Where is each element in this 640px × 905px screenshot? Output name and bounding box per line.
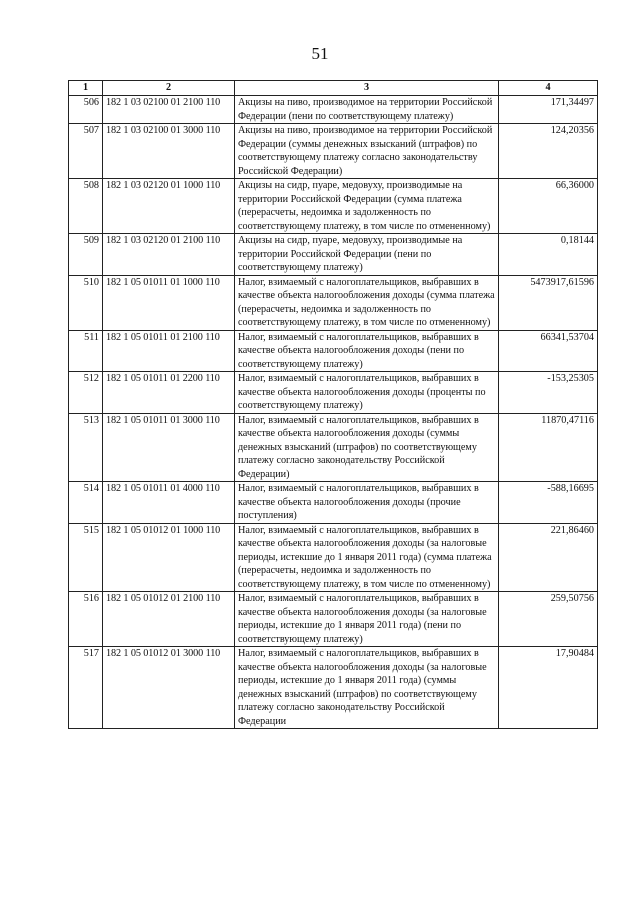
- table-row: [69, 592, 598, 647]
- table-row: [69, 523, 598, 592]
- table-row: [69, 124, 598, 179]
- revenue-description: Налог, взимаемый с налогоплательщиков, выбравших в качестве объекта налогообложения доходы (прочие поступления): [235, 482, 499, 524]
- column-header: 4: [499, 81, 598, 96]
- budget-code: 182 1 05 01011 01 1000 110: [103, 275, 235, 330]
- revenue-description: Акцизы на сидр, пуаре, медовуху, производимые на территории Российской Федерации (пени по соответствующему платежу): [235, 234, 499, 276]
- amount-value: -153,25305: [499, 372, 598, 414]
- budget-code: 182 1 05 01012 01 1000 110: [103, 523, 235, 592]
- amount-value: 171,34497: [499, 96, 598, 124]
- revenue-description: Налог, взимаемый с налогоплательщиков, выбравших в качестве объекта налогообложения доходы (пени по соответствующему платежу): [235, 330, 499, 372]
- budget-code: 182 1 03 02100 01 2100 110: [103, 96, 235, 124]
- row-number: 508: [69, 179, 103, 234]
- table-row: [69, 482, 598, 524]
- row-number: 517: [69, 647, 103, 729]
- row-number: 513: [69, 413, 103, 482]
- revenue-description: Налог, взимаемый с налогоплательщиков, выбравших в качестве объекта налогообложения доходы (проценты по соответствующему платежу): [235, 372, 499, 414]
- table-header-row: [69, 81, 598, 96]
- budget-code: 182 1 05 01012 01 3000 110: [103, 647, 235, 729]
- row-number: 512: [69, 372, 103, 414]
- table-row: [69, 96, 598, 124]
- amount-value: 66341,53704: [499, 330, 598, 372]
- amount-value: -588,16695: [499, 482, 598, 524]
- column-header: 2: [103, 81, 235, 96]
- row-number: 509: [69, 234, 103, 276]
- revenue-description: Налог, взимаемый с налогоплательщиков, выбравших в качестве объекта налогообложения доходы (за налоговые периоды, истекшие до 1 января 2011 года) (суммы денежных взысканий (штрафов) по соответствующему платежу согласно законодательству Российской Федерации: [235, 647, 499, 729]
- budget-code: 182 1 03 02100 01 3000 110: [103, 124, 235, 179]
- amount-value: 5473917,61596: [499, 275, 598, 330]
- revenue-description: Налог, взимаемый с налогоплательщиков, выбравших в качестве объекта налогообложения доходы (за налоговые периоды, истекшие до 1 января 2011 года) (сумма платежа (перерасчеты, недоимка и задолженность по соответствующему платежу, в том числе по отмененному): [235, 523, 499, 592]
- amount-value: 0,18144: [499, 234, 598, 276]
- revenue-description: Налог, взимаемый с налогоплательщиков, выбравших в качестве объекта налогообложения доходы (сумма платежа (перерасчеты, недоимка и задолженность по соответствующему платежу, в том числе по отмененному): [235, 275, 499, 330]
- row-number: 507: [69, 124, 103, 179]
- column-header: 1: [69, 81, 103, 96]
- table-row: [69, 372, 598, 414]
- amount-value: 66,36000: [499, 179, 598, 234]
- page-number: 51: [311, 44, 329, 63]
- table-row: [69, 234, 598, 276]
- row-number: 516: [69, 592, 103, 647]
- amount-value: 124,20356: [499, 124, 598, 179]
- amount-value: 17,90484: [499, 647, 598, 729]
- table-body: [69, 96, 598, 729]
- row-number: 515: [69, 523, 103, 592]
- table-row: [69, 275, 598, 330]
- row-number: 511: [69, 330, 103, 372]
- revenue-description: Налог, взимаемый с налогоплательщиков, выбравших в качестве объекта налогообложения доходы (за налоговые периоды, истекшие до 1 января 2011 года) (пени по соответствующему платежу): [235, 592, 499, 647]
- revenue-description: Акцизы на пиво, производимое на территории Российской Федерации (суммы денежных взысканий (штрафов) по соответствующему платежу согласно законодательству Российской Федерации): [235, 124, 499, 179]
- revenue-description: Акцизы на сидр, пуаре, медовуху, производимые на территории Российской Федерации (сумма платежа (перерасчеты, недоимка и задолженность по соответствующему платежу, в том числе по отмененному): [235, 179, 499, 234]
- table-row: [69, 413, 598, 482]
- revenue-description: Акцизы на пиво, производимое на территории Российской Федерации (пени по соответствующему платежу): [235, 96, 499, 124]
- row-number: 514: [69, 482, 103, 524]
- table-row: [69, 647, 598, 729]
- column-header: 3: [235, 81, 499, 96]
- budget-code: 182 1 05 01011 01 2200 110: [103, 372, 235, 414]
- revenue-description: Налог, взимаемый с налогоплательщиков, выбравших в качестве объекта налогообложения доходы (суммы денежных взысканий (штрафов) по соответствующему платежу согласно законодательству Российской Федерации): [235, 413, 499, 482]
- amount-value: 221,86460: [499, 523, 598, 592]
- table-row: [69, 330, 598, 372]
- row-number: 506: [69, 96, 103, 124]
- budget-code: 182 1 05 01011 01 2100 110: [103, 330, 235, 372]
- budget-code: 182 1 03 02120 01 1000 110: [103, 179, 235, 234]
- budget-code: 182 1 05 01011 01 3000 110: [103, 413, 235, 482]
- table-row: [69, 179, 598, 234]
- amount-value: 11870,47116: [499, 413, 598, 482]
- revenue-table: [68, 80, 598, 729]
- row-number: 510: [69, 275, 103, 330]
- budget-code: 182 1 05 01011 01 4000 110: [103, 482, 235, 524]
- budget-code: 182 1 03 02120 01 2100 110: [103, 234, 235, 276]
- budget-code: 182 1 05 01012 01 2100 110: [103, 592, 235, 647]
- amount-value: 259,50756: [499, 592, 598, 647]
